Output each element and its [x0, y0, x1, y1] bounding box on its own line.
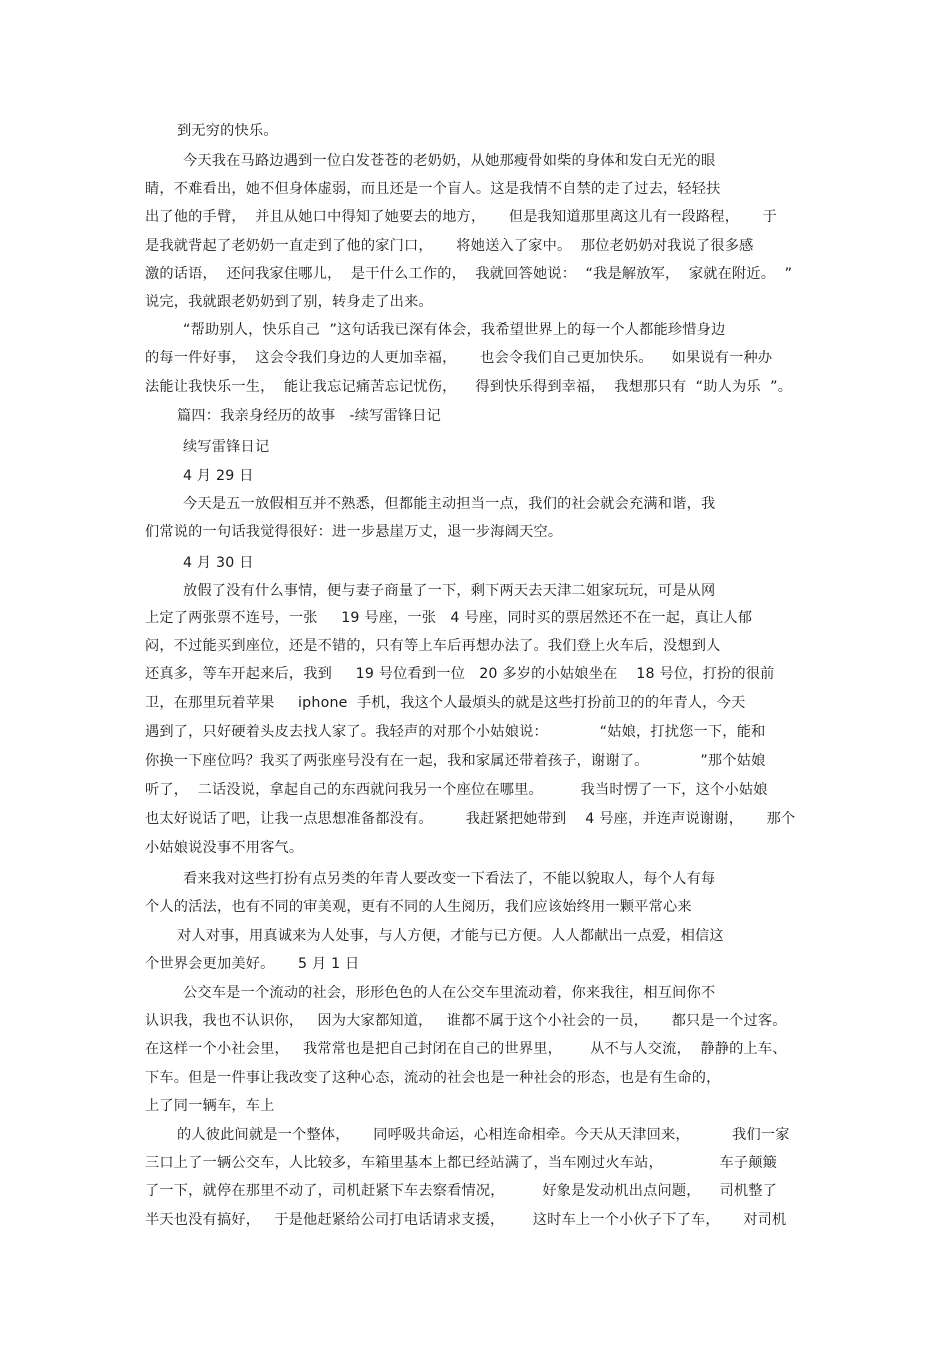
text-line: 是我就背起了老奶奶一直走到了他的家门口， 将她送入了家中。 那位老奶奶对我说了很多感	[145, 238, 754, 254]
text-line: 听了， 二话没说，拿起自己的东西就问我另一个座位在哪里。 我当时愣了一下，这个小姑娘	[145, 782, 768, 798]
text-line: 的人彼此间就是一个整体， 同呼吸共命运，心相连命相牵。今天从天津回来， 我们一家	[177, 1127, 790, 1143]
text-line: 还真多，等车开起来后，我到 19 号位看到一位 20 多岁的小姑娘坐在 18 号位，打扮的很前	[145, 666, 775, 682]
text-line: 的每一件好事， 这会令我们身边的人更加幸福， 也会令我们自己更加快乐。 如果说有一种办	[145, 350, 773, 366]
text-line: “帮助别人，快乐自己 ”这句话我已深有体会，我希望世界上的每一个人都能珍惜身边	[183, 322, 726, 338]
text-line: 睛，不难看出，她不但身体虚弱，而且还是一个盲人。这是我情不自禁的走了过去，轻轻扶	[145, 181, 721, 197]
diary-date: 4 月 29 日	[183, 468, 254, 484]
text-line: 个人的活法，也有不同的审美观，更有不同的人生阅历，我们应该始终用一颗平常心来	[145, 899, 692, 915]
text-line: 遇到了，只好硬着头皮去找人家了。我轻声的对那个小姑娘说： “姑娘，打扰您一下，能和	[145, 724, 766, 740]
text-line: 们常说的一句话我觉得很好：进一步悬崖万丈，退一步海阔天空。	[145, 524, 563, 540]
text-line: 放假了没有什么事情，便与妻子商量了一下，剩下两天去天津二姐家玩玩，可是从网	[183, 583, 716, 599]
text-line: 你换一下座位吗？我买了两张座号没有在一起，我和家属还带着孩子，谢谢了。 ”那个姑娘	[145, 753, 766, 769]
text-line: 半天也没有搞好， 于是他赶紧给公司打电话请求支援， 这时车上一个小伙子下了车， 对司机	[145, 1212, 787, 1228]
diary-title: 续写雷锋日记	[183, 439, 270, 455]
text-line: 今天是五一放假相互并不熟悉，但都能主动担当一点，我们的社会就会充满和谐，我	[183, 496, 716, 512]
text-line: 公交车是一个流动的社会，形形色色的人在公交车里流动着，你来我往，相互间你不	[183, 985, 716, 1001]
diary-date: 4 月 30 日	[183, 555, 254, 571]
text-line: 到无穷的快乐。	[177, 123, 278, 139]
text-line: 下车。但是一件事让我改变了这种心态，流动的社会也是一种社会的形态，也是有生命的，	[145, 1070, 721, 1086]
text-line: 闷，不过能买到座位，还是不错的，只有等上车后再想办法了。我们登上火车后，没想到人	[145, 638, 721, 654]
text-line: 看来我对这些打扮有点另类的年青人要改变一下看法了，不能以貌取人，每个人有每	[183, 871, 716, 887]
text-line: 三口上了一辆公交车，人比较多，车箱里基本上都已经站满了，当车刚过火车站， 车子颠簸	[145, 1155, 778, 1171]
text-line: 小姑娘说没事不用客气。	[145, 840, 304, 856]
text-line: 今天我在马路边遇到一位白发苍苍的老奶奶，从她那瘦骨如柴的身体和发白无光的眼	[183, 153, 716, 169]
text-line: 了一下，就停在那里不动了，司机赶紧下车去察看情况， 好象是发动机出点问题， 司机整了	[145, 1183, 778, 1199]
text-line: 卫，在那里玩着苹果 iphone 手机，我这个人最煩头的就是这些打扮前卫的的年青人，今天	[145, 695, 746, 711]
text-line: 说完，我就跟老奶奶到了别，转身走了出来。	[145, 294, 433, 310]
text-line: 个世界会更加美好。 5 月 1 日	[145, 956, 360, 972]
text-line: 在这样一个小社会里， 我常常也是把自己封闭在自己的世界里， 从不与人交流， 静静的上车、	[145, 1041, 787, 1057]
section-heading: 篇四：我亲身经历的故事 -续写雷锋日记	[177, 408, 442, 424]
text-line: 出了他的手臂， 并且从她口中得知了她要去的地方， 但是我知道那里离这儿有一段路程， 于	[145, 209, 778, 225]
text-line: 也太好说话了吧，让我一点思想准备都没有。 我赶紧把她带到 4 号座，并连声说谢谢， 那个	[145, 811, 796, 827]
text-line: 上了同一辆车，车上	[145, 1098, 275, 1114]
text-line: 法能让我快乐一生， 能让我忘记痛苦忘记忧伤， 得到快乐得到幸福， 我想那只有 “助人为乐 ”。	[145, 379, 793, 395]
text-line: 上定了两张票不连号，一张 19 号座，一张 4 号座，同时买的票居然还不在一起，真让人郁	[145, 610, 753, 626]
text-line: 激的话语， 还问我家住哪儿， 是干什么工作的， 我就回答她说： “我是解放军， 家就在附近。 ”	[145, 266, 793, 282]
text-line: 认识我，我也不认识你， 因为大家都知道， 谁都不属于这个小社会的一员， 都只是一个过客。	[145, 1013, 787, 1029]
text-line: 对人对事，用真诚来为人处事，与人方便，才能与已方便。人人都献出一点爱，相信这	[177, 928, 724, 944]
